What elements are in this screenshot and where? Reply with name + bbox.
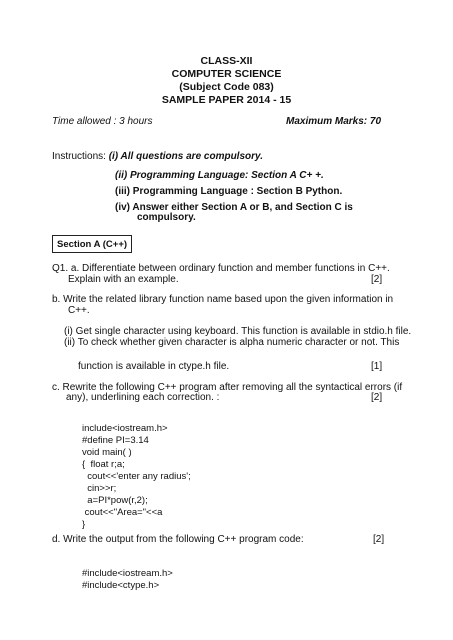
q1d-line1: d. Write the output from the following C++ program code: bbox=[52, 534, 304, 545]
code-line: { float r;a; bbox=[82, 459, 125, 470]
code-line: #define PI=3.14 bbox=[82, 435, 149, 446]
instruction-item: (iv) Answer either Section A or B, and Section C is bbox=[115, 202, 353, 213]
q1d-code-block bbox=[82, 556, 173, 592]
q1b-mark: [1] bbox=[371, 361, 383, 372]
code-line: #include<iostream.h> bbox=[82, 568, 173, 579]
code-line: } bbox=[82, 519, 86, 530]
q1b-line1: b. Write the related library function name based upon the given information in bbox=[52, 294, 394, 305]
q1c-line1: c. Rewrite the following C++ program after removing all the syntactical errors (if bbox=[52, 382, 403, 393]
header-subject: COMPUTER SCIENCE bbox=[171, 68, 282, 80]
header-paper: SAMPLE PAPER 2014 - 15 bbox=[161, 94, 292, 106]
code-line: cin>>r; bbox=[82, 483, 117, 494]
code-line: include<iostream.h> bbox=[82, 423, 168, 434]
section-a-box: Section A (C++) bbox=[52, 235, 132, 253]
instruction-item: (ii) Programming Language: Section A C+ +. bbox=[115, 170, 324, 181]
q1b-sub2: (ii) To check whether given character is alpha numeric character or not. This bbox=[64, 337, 400, 348]
instructions-label: Instructions: bbox=[52, 151, 109, 162]
q1c-code-block bbox=[82, 411, 191, 531]
instruction-item: compulsory. bbox=[137, 212, 196, 223]
q1b-sub1: (i) Get single character using keyboard. This function is available in stdio.h file. bbox=[64, 326, 412, 337]
instruction-item: (i) All questions are compulsory. bbox=[108, 151, 263, 162]
q1c-line2: any), underlining each correction. : bbox=[66, 392, 220, 403]
q1b-sub3: function is available in ctype.h file. bbox=[78, 361, 230, 372]
code-line: cout<<"Area="<<a bbox=[82, 507, 163, 518]
header-subject-code: (Subject Code 083) bbox=[179, 81, 274, 93]
maximum-marks: Maximum Marks: 70 bbox=[286, 116, 382, 127]
q1a-line1: Q1. a. Differentiate between ordinary function and member functions in C++. bbox=[52, 263, 390, 274]
instruction-item: (iii) Programming Language : Section B Python. bbox=[115, 186, 343, 197]
q1b-line2: C++. bbox=[68, 305, 90, 316]
q1d-mark: [2] bbox=[373, 534, 385, 545]
instructions-block bbox=[52, 151, 263, 162]
code-line: void main( ) bbox=[82, 447, 132, 458]
q1c-mark: [2] bbox=[371, 392, 383, 403]
q1a-line2: Explain with an example. bbox=[68, 274, 179, 285]
header-class: CLASS-XII bbox=[200, 55, 253, 67]
q1a-mark: [2] bbox=[371, 274, 383, 285]
code-line: a=PI*pow(r,2); bbox=[82, 495, 148, 506]
time-allowed: Time allowed : 3 hours bbox=[52, 116, 153, 127]
code-line: cout<<'enter any radius'; bbox=[82, 471, 191, 482]
code-line: #include<ctype.h> bbox=[82, 580, 160, 591]
